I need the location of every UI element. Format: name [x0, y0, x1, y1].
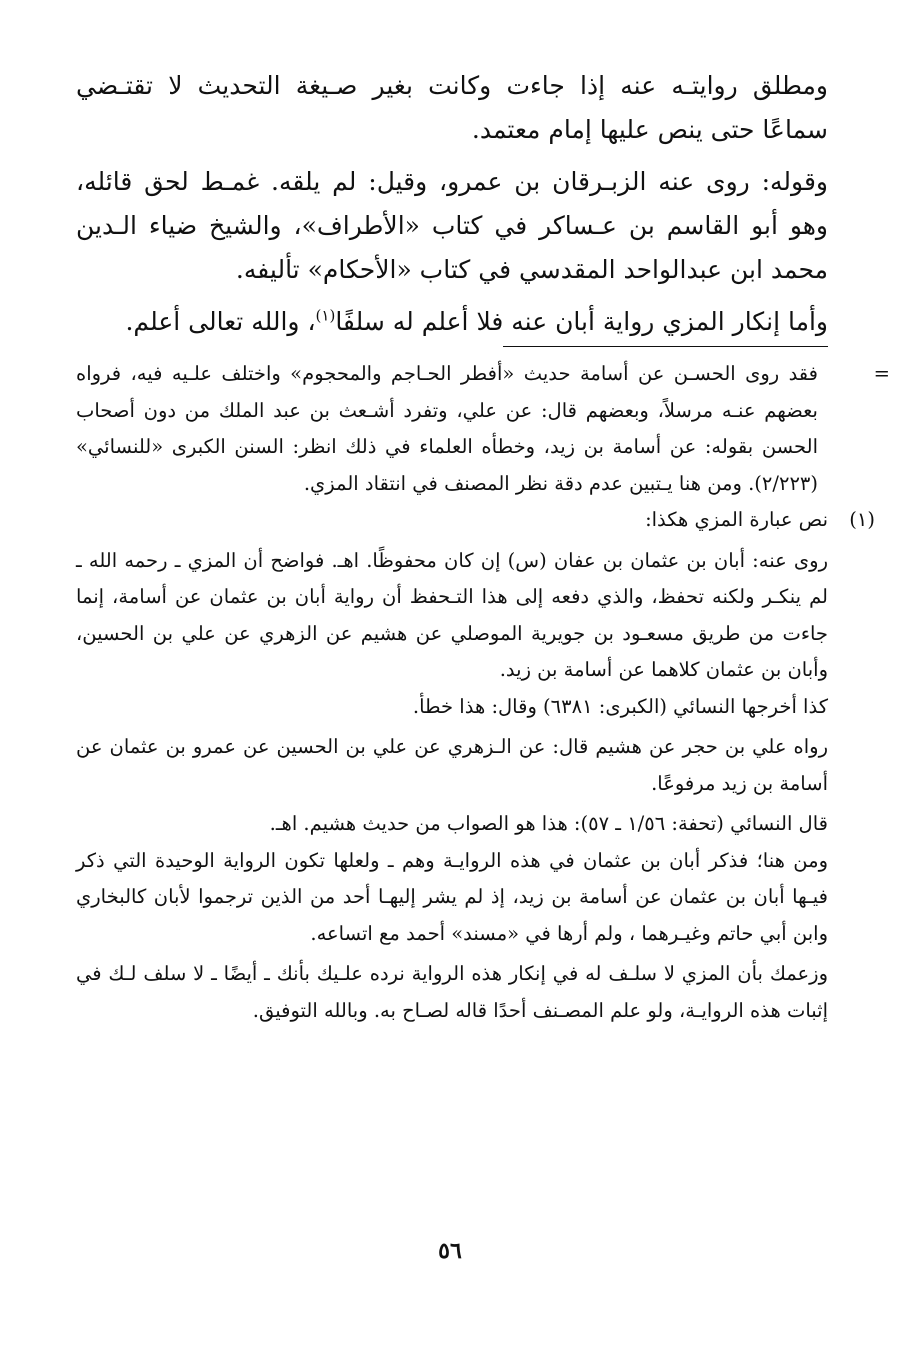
footnote-paragraph: كذا أخرجها النسائي (الكبرى: ٦٣٨١) وقال: هذا خطأ.	[412, 694, 828, 718]
footnote-paragraph: رواه علي بن حجر عن هشيم قال: عن الـزهري عن علي بن الحسين عن عمرو بن عثمان عن أسامة بن زيد مرفوعًا.	[76, 735, 828, 795]
footnote-continuation	[76, 356, 890, 502]
main-text	[76, 64, 828, 352]
main-paragraph	[76, 300, 828, 344]
footnote-reference[interactable]: (١)	[315, 306, 336, 325]
main-text-span: ، والله تعالى أعلم.	[125, 307, 316, 336]
page-number: ٥٦	[438, 1238, 462, 1264]
main-text-span: وأما إنكار المزي رواية أبان عنه فلا أعلم له سلفًا	[335, 307, 828, 336]
footnote-separator	[503, 346, 828, 347]
footnote-paragraph: وزعمك بأن المزي لا سلـف له في إنكار هذه الرواية نرده علـيك بأنك ـ أيضًا ـ لا سلف لـك في إثبات هذه الروايـة، ولو علم المصـنف أحدًا قاله لصـاح به. وبالله التوفيق.	[76, 962, 828, 1022]
footnote-paragraph: روى عنه: أبان بن عثمان بن عفان (س) إن كان محفوظًا. اهـ. فواضح أن المزي ـ رحمه الله ـ لم ينكـر ولكنه تحفظ، والذي دفعه إلى هذا التـحفظ أن رواية أبان بن عثمان عن أسامة، إنما جاءت من طريق مسعـود بن جويرية الموصلي عن هشيم عن الزهري عن علي بن الحسين، وأبان بن عثمان كلاهما عن أسامة بن زيد.	[76, 548, 828, 681]
footnotes	[76, 356, 890, 1029]
footnote-number: (١)	[849, 508, 875, 531]
continuation-text: فقد روى الحسـن عن أسامة حديث «أفطر الحـاجم والمحجوم» واختلف علـيه فيه، فرواه بعضهم عنـه مرسلاً، وبعضهم قال: عن علي، وتفرد أشـعث بن عبد الملك من دون أصحاب الحسن بقوله: عن أسامة بن زيد، وخطأه العلماء في ذلك انظر: السنن الكبرى «للنسائي» (٢/٢٢٣). ومن هنا يـتبين عدم دقة نظر المصنف في انتقاد المزي.	[76, 362, 818, 495]
footnote-1	[76, 502, 875, 539]
continuation-mark: =	[873, 362, 890, 385]
footnote-paragraph: ومن هنا؛ فذكر أبان بن عثمان في هذه الروايـة وهم ـ ولعلها تكون الرواية الوحيدة التي ذكر فيـها أبان بن عثمان عن أسامة بن زيد، إذ لم يشر إليهـا أحد من الذين ترجموا لأبان كالبخاري وابن أبي حاتم وغيـرهما ، ولم أرها في «مسند» أحمد مع اتساعه.	[76, 848, 828, 945]
footnote-intro: نص عبارة المزي هكذا:	[645, 508, 828, 531]
main-paragraph: ومطلق روايتـه عنه إذا جاءت وكانت بغير صـيغة التحديث لا تقتـضي سماعًا حتى ينص عليها إمام معتمد.	[76, 71, 828, 144]
main-paragraph: وقوله: روى عنه الزبـرقان بن عمرو، وقيل: لم يلقه. غمـط لحق قائله، وهو أبو القاسم بن عـساكر في كتاب «الأطراف»، والشيخ ضياء الـدين محمد ابن عبدالواحد المقدسي في كتاب «الأحكام» تأليفه.	[76, 167, 828, 284]
footnote-paragraph: قال النسائي (تحفة: ١/٥٦ ـ ٥٧): هذا هو الصواب من حديث هشيم. اهـ.	[269, 812, 828, 835]
